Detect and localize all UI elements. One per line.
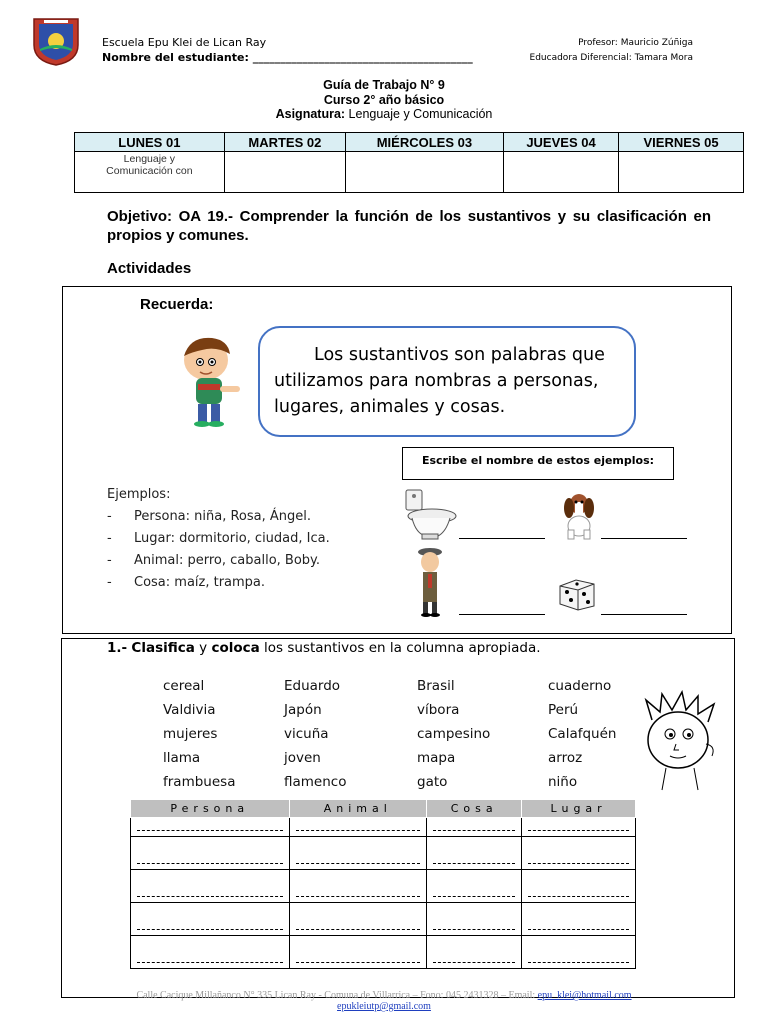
schedule-row xyxy=(75,152,744,193)
example-item-text: Persona: niña, Rosa, Ángel. xyxy=(134,509,312,524)
answer-cell[interactable] xyxy=(427,936,522,969)
word: llama xyxy=(163,750,201,766)
day-header: MIÉRCOLES 03 xyxy=(345,133,503,152)
word: cereal xyxy=(163,678,205,694)
word: niño xyxy=(548,774,578,790)
column-header: Cosa xyxy=(427,800,522,818)
exercise-number: 1.- xyxy=(107,640,128,656)
example-item: - xyxy=(107,553,112,568)
column-header: Lugar xyxy=(522,800,636,818)
answer-cell[interactable] xyxy=(427,903,522,936)
answer-line[interactable] xyxy=(601,538,687,539)
word: mujeres xyxy=(163,726,218,742)
definition-bubble xyxy=(258,326,636,437)
write-prompt: Escribe el nombre de estos ejemplos: xyxy=(402,447,674,480)
schedule-cell: Lenguaje y Comunicación con xyxy=(75,152,225,193)
dice-icon xyxy=(556,576,598,612)
word: Perú xyxy=(548,702,579,718)
answer-cell[interactable] xyxy=(522,818,636,837)
schedule-cell xyxy=(503,152,618,193)
teacher-name: Profesor: Mauricio Zúñiga xyxy=(578,38,693,48)
answer-cell[interactable] xyxy=(289,903,426,936)
example-item: - xyxy=(107,575,112,590)
schedule-table xyxy=(74,132,744,193)
objective-label: Objetivo: xyxy=(107,208,173,225)
man-icon xyxy=(410,546,452,618)
answer-cell[interactable] xyxy=(522,837,636,870)
answer-cell[interactable] xyxy=(131,818,290,837)
table-row xyxy=(131,818,636,837)
exercise-rest: los sustantivos en la columna apropiada. xyxy=(259,640,541,656)
table-row xyxy=(131,870,636,903)
exercise-instruction xyxy=(107,640,541,656)
word: campesino xyxy=(417,726,491,742)
footer-email-2 xyxy=(0,996,768,1014)
example-item-text: Animal: perro, caballo, Boby. xyxy=(134,553,321,568)
schedule-header-row xyxy=(75,133,744,152)
remember-title: Recuerda: xyxy=(140,296,214,313)
example-item-text: Cosa: maíz, trampa. xyxy=(134,575,266,590)
answer-cell[interactable] xyxy=(289,936,426,969)
word: frambuesa xyxy=(163,774,236,790)
answer-line[interactable] xyxy=(601,614,687,615)
answer-cell[interactable] xyxy=(522,936,636,969)
word: víbora xyxy=(417,702,460,718)
table-row xyxy=(131,903,636,936)
toilet-icon xyxy=(402,488,458,540)
footer-email-link-2[interactable]: epukleiutp@gmail.com xyxy=(337,1001,431,1012)
footer-address-text: Calle Cacique Millañanco N° 335 Lican Ray - Comuna de Villarrica – Fono: 045 2431328 – Email: xyxy=(136,990,538,1001)
word: Brasil xyxy=(417,678,455,694)
answer-line[interactable] xyxy=(459,538,545,539)
example-item: - xyxy=(107,531,112,546)
answer-cell[interactable] xyxy=(131,870,290,903)
column-header: Animal xyxy=(289,800,426,818)
word: gato xyxy=(417,774,448,790)
answer-cell[interactable] xyxy=(427,818,522,837)
boy-thinking-icon xyxy=(636,690,730,792)
educator-name: Educadora Diferencial: Tamara Mora xyxy=(529,53,693,63)
word: arroz xyxy=(548,750,583,766)
day-header: MARTES 02 xyxy=(224,133,345,152)
word: Valdivia xyxy=(163,702,216,718)
word: cuaderno xyxy=(548,678,612,694)
subject-line xyxy=(0,107,768,121)
answer-cell[interactable] xyxy=(289,837,426,870)
answer-cell[interactable] xyxy=(522,870,636,903)
guide-title: Guía de Trabajo N° 9 xyxy=(323,78,445,92)
objective xyxy=(107,207,711,245)
answer-cell[interactable] xyxy=(427,837,522,870)
schedule-cell xyxy=(619,152,744,193)
column-header: Persona xyxy=(131,800,290,818)
answer-cell[interactable] xyxy=(522,903,636,936)
activities-heading: Actividades xyxy=(107,260,192,277)
objective-text: OA 19.- Comprender la función de los sustantivos y su clasificación en propios y comunes. xyxy=(107,208,711,244)
subject-label: Asignatura: xyxy=(275,107,346,121)
exercise-verb-2: coloca xyxy=(211,640,260,656)
student-name-field[interactable]: Nombre del estudiante: ________________________________________ xyxy=(102,51,473,64)
word: mapa xyxy=(417,750,456,766)
footer-email-link[interactable]: epu_klei@hotmail.com xyxy=(537,990,632,1001)
school-name: Escuela Epu Klei de Lican Ray xyxy=(102,36,267,49)
word: Japón xyxy=(284,702,322,718)
example-item: - xyxy=(107,509,112,524)
classification-table xyxy=(130,799,636,969)
subject-value: Lenguaje y Comunicación xyxy=(345,107,493,121)
answer-cell[interactable] xyxy=(131,936,290,969)
schedule-cell xyxy=(345,152,503,193)
schedule-cell xyxy=(224,152,345,193)
answer-cell[interactable] xyxy=(289,818,426,837)
classification-header-row xyxy=(131,800,636,818)
day-header: VIERNES 05 xyxy=(619,133,744,152)
boy-pointing-icon xyxy=(176,334,246,428)
day-header: LUNES 01 xyxy=(75,133,225,152)
word: joven xyxy=(284,750,321,766)
word: Eduardo xyxy=(284,678,341,694)
definition-text: Los sustantivos son palabras que utilizamos para nombras a personas, lugares, animales y cosas. xyxy=(274,345,605,417)
exercise-verb-1: Clasifica xyxy=(131,640,195,656)
answer-cell[interactable] xyxy=(131,903,290,936)
word: flamenco xyxy=(284,774,347,790)
dog-icon xyxy=(560,490,598,540)
table-row xyxy=(131,837,636,870)
examples-title: Ejemplos: xyxy=(107,487,171,502)
answer-cell[interactable] xyxy=(427,870,522,903)
word: vicuña xyxy=(284,726,329,742)
word: Calafquén xyxy=(548,726,617,742)
answer-cell[interactable] xyxy=(131,837,290,870)
answer-cell[interactable] xyxy=(289,870,426,903)
table-row xyxy=(131,936,636,969)
example-item-text: Lugar: dormitorio, ciudad, Ica. xyxy=(134,531,330,546)
course-title: Curso 2° año básico xyxy=(323,93,445,107)
school-logo xyxy=(30,15,82,67)
answer-line[interactable] xyxy=(459,614,545,615)
day-header: JUEVES 04 xyxy=(503,133,618,152)
exercise-mid: y xyxy=(194,640,212,656)
